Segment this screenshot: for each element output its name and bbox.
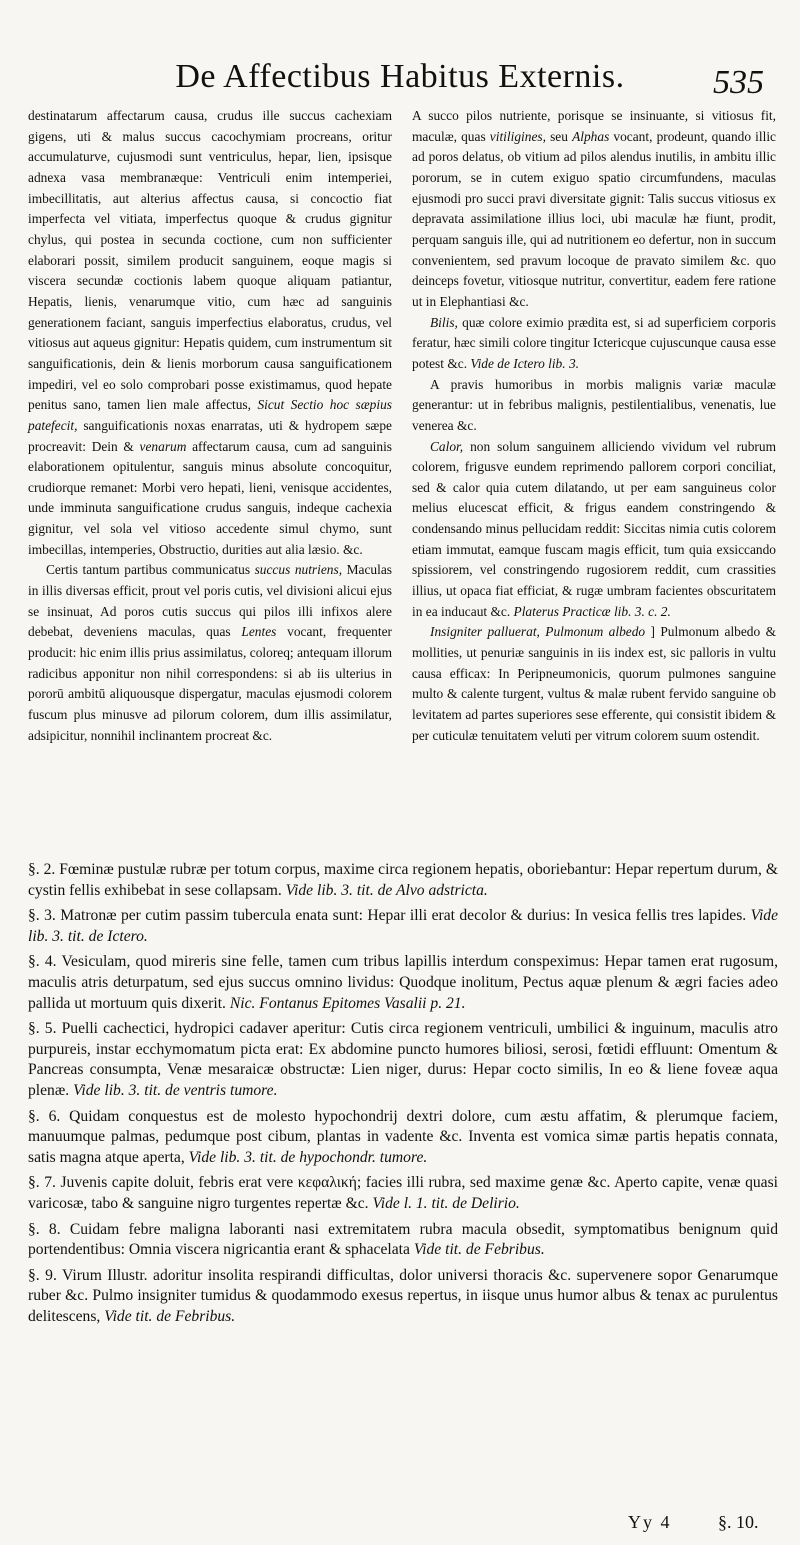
italic-text: Bilis, [430,314,458,330]
section-number: §. 8. [28,1220,61,1238]
section-text: Puelli cachectici, hydropici cadaver aperitur: Cutis circa regionem ventriculi, umbilici & inguinum, maculis atro purpureis, instar ecchymomatum picta erat: Ex abdomine puncto humores biliosi, serosi, fœtidi effluunt: Omentum & Pancreas consumpta, Venæ mesaraicæ obstructæ: Lien niger, durus: Hepar cocto similis, In eo & liene foveæ aqua plenæ. [28,1020,778,1099]
italic-text: vitiligines, [489,128,546,144]
numbered-sections [28,860,778,1332]
text: vocant, prodeunt, quando illic ad poros delatus, ob vitium ad pilos alendus inutilis, in ambitu illic pororum, se in cutem exiguo spatio circumfundens, maculas ejusmodi pro succi pravi diversitate gignit: Talis succus vitiosus ex depravata assimilatione illius loci, ubi maculæ hæ fiunt, prodit, perquam sanguis ille, qui ad nutritionem eo defertur, non in succum convenientem, sed pravum locoque de pravato similem &c. quo deinceps fovetur, vitiosque nutritur, convertitur, eadem fere ratione ut in Elephantiasi &c. [412,128,776,309]
text: A pravis humoribus in morbis malignis variæ maculæ generantur: ut in febribus malignis, pestilentialibus, venenatis, lue venerea &c. [412,376,776,433]
section-item [28,1173,778,1214]
section-item [28,952,778,1014]
italic-text: Lentes [241,624,277,640]
reference: Platerus Practicæ lib. 3. c. 2. [513,603,671,619]
section-text: Cuidam febre maligna laboranti nasi extremitatem rubra macula obsedit, symptomatibus benignum quid portendentibus: Omnia viscera nigricantia erant & sphacelata [28,1220,779,1259]
section-text: Quidam conquestus est de molesto hypochondrij dextri dolore, cum æstu affatim, & plerumque faciem, manuumque palmas, pedumque post cibum, plantas in vadente &c. Inventa est vomica simæ partis hepatis connata, satis magna atque aperta, [28,1107,778,1166]
reference: Vide de Ictero lib. 3. [470,355,579,371]
section-item [28,1019,778,1101]
text: affectarum causa, cum ad sanguinis elaborationem opitulentur, sanguis minus absolute concoquitur, crudiorque remanet: Morbi vero hepati, lieni, venisque accidentes, unde imminuta sanguificatione crudus sanguis, indeque cachexia gignitur, vel sola vel vitioso accedente simul chymo, sunt imbecillas, intemperies, Obstructio, durities aut alia læsio. &c. [28,438,392,557]
text: sanguificationis noxas enarratas, uti & hydropem sæpe procreavit: Dein & [28,417,392,454]
right-column [412,106,776,746]
left-column [28,106,392,746]
text: vocant, frequenter producit: hic enim illis prius assimilatus, coloreq; antequam illorum radicibus apponitur non nihil correspondens: si ab iis ulterius in pororū ambitū aliquousque dispergatur, maculas ejusmodi colorem fuscum plus minusve ad pilorum colorem, dum illis assimilatur, adsipicitur, nonnihil inclinantem procreat &c. [28,624,392,743]
section-item [28,860,778,901]
section-text: Virum Illustr. adoritur insolita respirandi difficultas, dolor universi thoracis &c. supervenere sopor Genarumque ruber &c. Pulmo insigniter tumidus & quodammodo exesus repertus, in iisque unus humor albus & tenax ac purulentus delitescens, [28,1266,779,1325]
text: Certis tantum partibus communicatus [46,562,251,578]
italic-text: Alphas [572,128,610,144]
left-paragraph-1 [28,106,392,560]
section-item [28,1107,778,1169]
section-number: §. 7. [28,1174,56,1192]
section-text: Juvenis capite doluit, febris erat vere κεφαλική; facies illi rubra, sed maxime genæ &c. Aperto capite, venæ quasi varicosæ, tabo & sanguine nigro turgentes repertæ &c. [28,1174,778,1212]
section-reference: Nic. Fontanus Epitomes Vasalii p. 21. [229,994,466,1012]
left-paragraph-2 [28,560,392,746]
section-text: Vesiculam, quod mireris sine felle, tamen cum tribus lapillis interdum conspeximus: Hepar tamen erat rugosum, maculis atris deturpatum, sed ejus succus omnino lividus: Quodque inolitum, Pectus aquæ plenum & ægri facies adeo pallida ut mortuum quis dixerit. [28,953,778,1012]
section-number: §. 9. [28,1266,57,1284]
right-paragraph-4 [412,437,776,623]
page-number: 535 [713,64,764,101]
running-title: De Affectibus Habitus Externis. [175,58,625,95]
right-paragraph-5 [412,622,776,746]
section-text: Matronæ per cutim passim tubercula enata sunt: Hepar illi erat decolor & durius: In vesica fellis tres lapides. [60,907,747,925]
page-header [0,58,800,106]
two-column-body [28,106,776,746]
section-reference: Vide tit. de Febribus. [413,1241,545,1259]
italic-text: venarum [139,438,187,454]
section-item [28,1220,778,1261]
section-number: §. 4. [28,953,57,971]
text: seu [550,128,568,144]
section-reference: Vide lib. 3. tit. de ventris tumore. [73,1081,278,1099]
section-reference: Vide l. 1. tit. de Delirio. [372,1194,520,1212]
section-reference: Vide tit. de Febribus. [104,1307,236,1325]
section-reference: Vide lib. 3. tit. de Ictero. [28,907,779,945]
section-reference: Vide lib. 3. tit. de hypochondr. tumore. [188,1148,428,1166]
section-number: §. 5. [28,1020,57,1038]
section-reference: Vide lib. 3. tit. de Alvo adstricta. [285,881,488,899]
section-number: §. 3. [28,907,56,925]
page-footer [0,1512,800,1536]
text: ] Pulmonum albedo & mollities, ut penuriæ sanguinis in iis index est, sic palloris in vultu causa efficax: In Peripneumonicis, quorum pulmones sanguine multo & calente turgent, vultus & malæ rubent fervido sanguine ob levitatem ad partes superiores sese efferente, qui consistit ibidem & per cuticulæ tenuitatem veluti per vitrum colorem suum ostendit. [412,624,776,743]
right-paragraph-2 [412,313,776,375]
text: destinatarum affectarum causa, crudus ille succus cachexiam gigens, uti & malus succus cacochymiam procreans, oritur accumulaturve, cujusmodi sunt ventriculus, hepar, lien, ipsisque adnexa vasa membranæque: Ventriculi enim intemperiei, imbecillitatis, aut alterius affectus causa, si concoctio fiat imperfecta vel vitiata, imperfectus quoque & crudus gignitur chylus, qui postea in secunda coctione, cum non sufficienter elaborari possit, similem producit sanguinem, eoque magis si viscera secundæ coctionis labem quoque aliquam patiantur, Hepatis, lienis, venarumque vitio, cum hæc ad sanguinis generationem faciant, sanguis imperfectius elaboratus, crudus, vel vitiosus aut aqueus gignitur: Hepatis quidem, cum instrumentum sit sanguificationis, dein & lienis morborum causa sanguificationem impediri, vel eo solo comprobari posse existimamus, quod hepate penitus sano, tamen lien male affectus, [28,108,392,413]
right-paragraph-1 [412,106,776,313]
italic-text: Calor, [430,438,464,454]
section-item [28,906,778,947]
italic-text: Sicut Sectio hoc sæpius patefecit, [28,397,392,433]
section-number: §. 2. [28,861,56,878]
text: Maculas in illis diversas efficit, prout vel poris cutis, vel divisioni alicui ejus se insinuat, Ad poros cutis succus qui pilos illi infixos alere debebat, deveniens maculas, quas [28,562,392,640]
catchword: §. 10. [718,1512,759,1532]
right-paragraph-3 [412,375,776,437]
text: non solum sanguinem alliciendo vividum vel rubrum colorem, frigusve eundem reprimendo pallorem corpori conciliat, sed & calor quia cutem dilatando, ut per eam sanguineus color melius elucescat efficit, & frigus eandem constringendo & condensando minus pellucidam reddit: Siccitas nimia cutis colorem etiam immutat, eamque fuscam magis efficit, tum quia exsiccando spissiorem, vel constringendo rugosiorem reddit, cum crassities illius, ut opaca fiat efficiat, & rugæ umbram facientes obscuritatem in ea inducaut &c. [412,438,776,619]
section-text: Fœminæ pustulæ rubræ per totum corpus, maxime circa regionem hepatis, oboriebantur: Hepar repertum durum, & cystin fellis exhibebat in sese collapsam. [28,861,778,899]
section-number: §. 6. [28,1107,61,1125]
italic-text: succus nutriens, [254,562,343,578]
text: A succo pilos nutriente, porisque se insinuante, si vitiosus fit, maculæ, quas [412,108,776,144]
signature-mark: Yy 4 [628,1512,672,1532]
italic-text: Insigniter palluerat, Pulmonum albedo [430,624,646,640]
section-item [28,1266,778,1328]
text: quæ colore eximio prædita est, si ad superficiem corporis feratur, hæc simili colore tingitur Ictericque cujuscunque causa esse potest &c. [412,314,776,371]
